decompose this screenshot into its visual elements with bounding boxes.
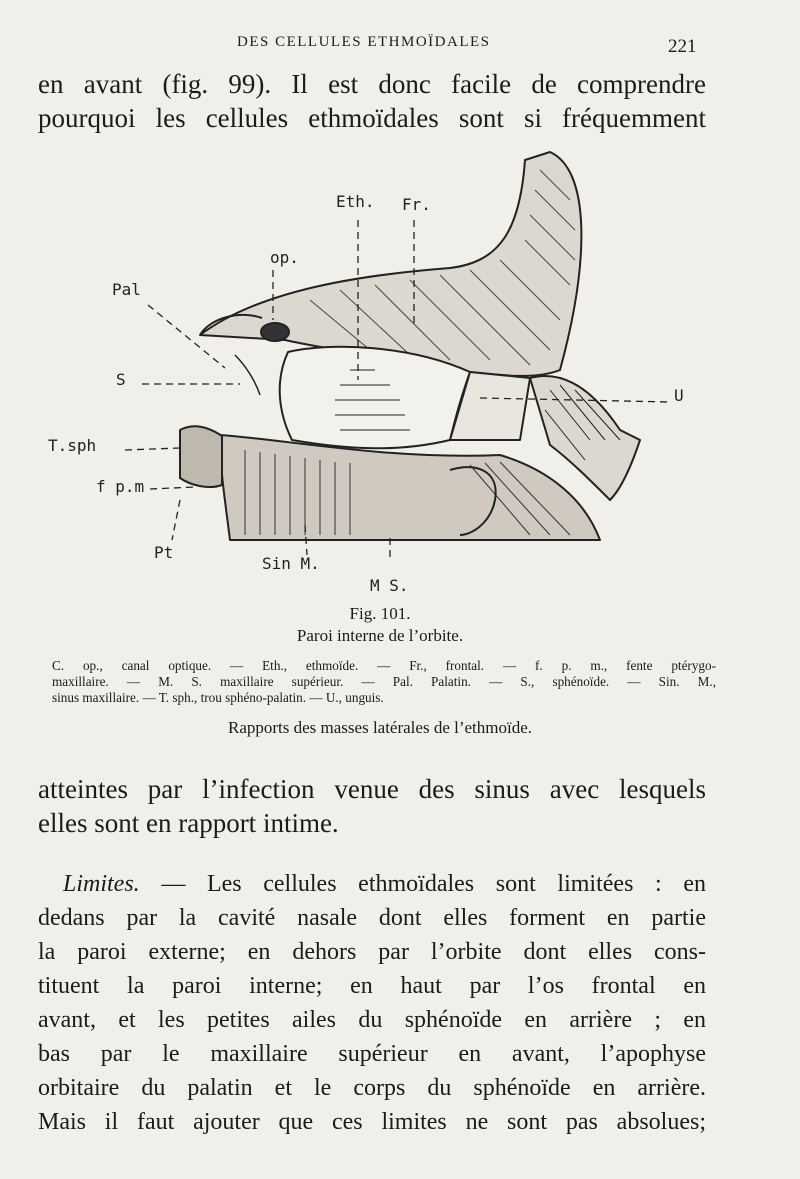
text-line: Mais il faut ajouter que ces limites ne sont pas absolues; xyxy=(38,1109,706,1135)
text-fragment: — Les cellules ethmoïdales sont limitées : en xyxy=(139,871,706,897)
running-title: DES CELLULES ETHMOÏDALES xyxy=(237,34,491,50)
anatomical-figure xyxy=(30,140,730,610)
label-tsph: T.sph xyxy=(48,436,97,455)
text-line: elles sont en rapport intime. xyxy=(38,808,339,838)
label-pt: Pt xyxy=(154,543,174,562)
label-pal: Pal xyxy=(112,280,141,299)
running-head xyxy=(0,34,800,56)
label-fpm: f p.m xyxy=(96,477,145,496)
text-line: bas par le maxillaire supérieur en avant, l’apophyse xyxy=(38,1041,706,1067)
page-number: 221 xyxy=(668,36,697,57)
text-line xyxy=(38,867,706,901)
paragraph-intro xyxy=(38,67,706,135)
label-ms: M S. xyxy=(370,576,409,595)
label-fr: Fr. xyxy=(402,195,431,214)
paragraph-limites xyxy=(38,867,706,1139)
text-line: pourquoi les cellules ethmoïdales sont si fréquemment xyxy=(38,103,706,133)
section-lead: Limites. xyxy=(63,871,140,897)
figure-legend xyxy=(52,658,716,706)
text-line: la paroi externe; en dehors par l’orbite dont elles cons- xyxy=(38,939,706,965)
text-line: en avant (fig. 99). Il est donc facile de comprendre xyxy=(38,69,706,99)
figure-number: Fig. 101. xyxy=(349,604,411,623)
text-line: dedans par la cavité nasale dont elles forment en partie xyxy=(38,905,706,931)
text-line: tituent la paroi interne; en haut par l’os frontal en xyxy=(38,973,706,999)
text-line: orbitaire du palatin et le corps du sphénoïde en arrière. xyxy=(38,1075,706,1101)
legend-line: maxillaire. — M. S. maxillaire supérieur. — Pal. Palatin. — S., sphénoïde. — Sin. M., xyxy=(52,674,716,689)
label-op: op. xyxy=(270,248,299,267)
label-u: U xyxy=(674,386,684,405)
label-eth: Eth. xyxy=(336,192,375,211)
legend-line: sinus maxillaire. — T. sph., trou sphéno-palatin. — U., unguis. xyxy=(52,690,384,705)
label-s: S xyxy=(116,370,126,389)
figure-title: Paroi interne de l’orbite. xyxy=(296,626,464,645)
paragraph-continued xyxy=(38,772,706,840)
figure-subtitle: Rapports des masses latérales de l’ethmoïde. xyxy=(227,718,533,737)
label-sinm: Sin M. xyxy=(262,554,320,573)
legend-line: C. op., canal optique. — Eth., ethmoïde. — Fr., frontal. — f. p. m., fente ptérygo- xyxy=(52,658,716,673)
text-line: avant, et les petites ailes du sphénoïde en arrière ; en xyxy=(38,1007,706,1033)
orbit-illustration xyxy=(30,140,730,610)
text-line: atteintes par l’infection venue des sinus avec lesquels xyxy=(38,774,706,804)
